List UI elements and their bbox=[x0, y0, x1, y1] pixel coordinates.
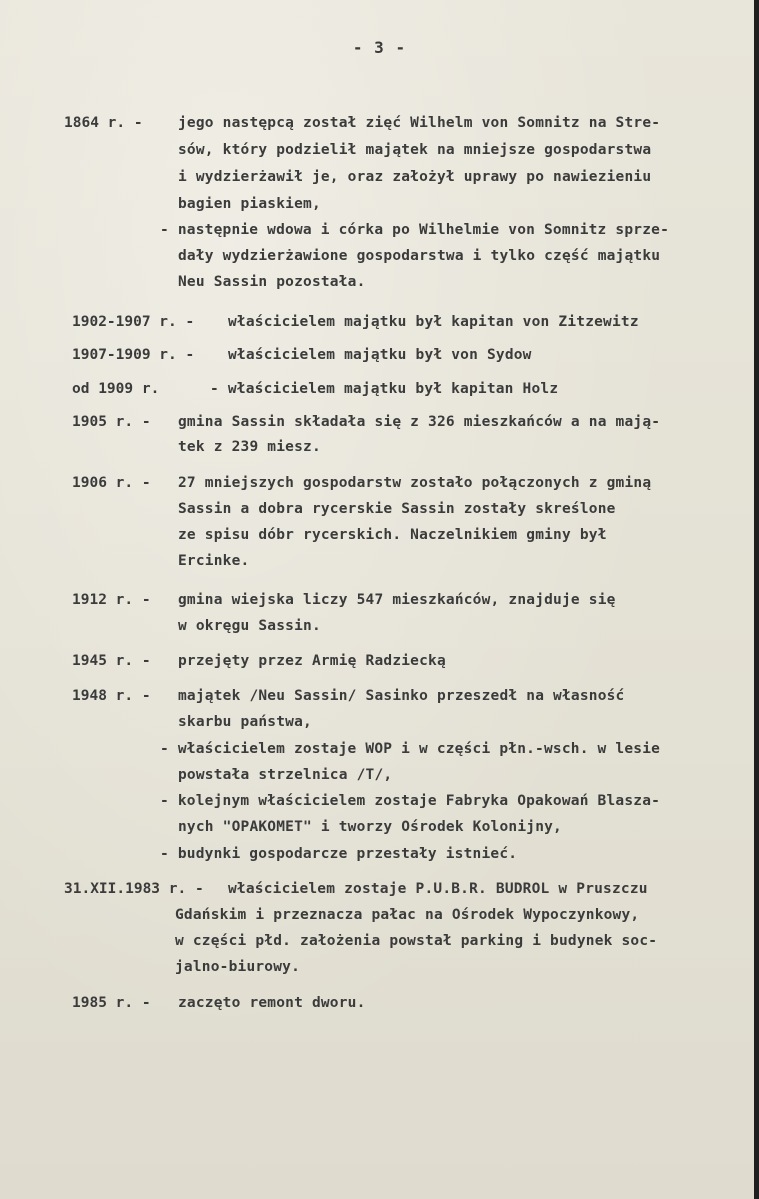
scan-edge-shadow bbox=[754, 0, 759, 1199]
entry-line: przejęty przez Armię Radziecką bbox=[178, 653, 446, 669]
entry-line: sów, który podzielił majątek na mniejsze gospodarstwa bbox=[178, 142, 652, 158]
page-number: - 3 - bbox=[352, 38, 407, 57]
entry-line: w okręgu Sassin. bbox=[178, 618, 321, 634]
entry-date: 1912 r. - bbox=[72, 592, 151, 608]
entry-line: bagien piaskiem, bbox=[178, 196, 321, 212]
entry-line: - właścicielem zostaje WOP i w części płn.-wsch. w lesie bbox=[160, 741, 661, 757]
entry-line: tek z 239 miesz. bbox=[178, 439, 321, 455]
entry-line: majątek /Neu Sassin/ Sasinko przeszedł na własność bbox=[178, 688, 625, 704]
entry-line: gmina Sassin składała się z 326 mieszkańców a na mają- bbox=[178, 414, 661, 430]
entry-line: zaczęto remont dworu. bbox=[178, 995, 366, 1011]
entry-line: Neu Sassin pozostała. bbox=[178, 274, 366, 290]
entry-line: właścicielem majątku był von Sydow bbox=[228, 347, 532, 363]
entry-line: gmina wiejska liczy 547 mieszkańców, znajduje się bbox=[178, 592, 616, 608]
entry-date: 1902-1907 r. - bbox=[72, 314, 195, 330]
entry-line: Gdańskim i przeznacza pałac na Ośrodek Wypoczynkowy, bbox=[175, 907, 640, 923]
entry-date: 31.XII.1983 r. - bbox=[64, 881, 204, 897]
entry-date: od 1909 r. bbox=[72, 381, 160, 397]
entry-date: 1985 r. - bbox=[72, 995, 151, 1011]
entry-line: - kolejnym właścicielem zostaje Fabryka Opakowań Blaszа- bbox=[160, 793, 661, 809]
entry-line: nych "OPAKOMET" i tworzy Ośrodek Kolonijny, bbox=[178, 819, 562, 835]
entry-line: - właścicielem majątku był kapitan Holz bbox=[210, 381, 559, 397]
entry-line: - następnie wdowa i córka po Wilhelmie von Somnitz sprze- bbox=[160, 222, 669, 238]
entry-line: 27 mniejszych gospodarstw zostało połączonych z gminą bbox=[178, 475, 652, 491]
entry-line: skarbu państwa, bbox=[178, 714, 312, 730]
entry-line: dały wydzierżawione gospodarstwa i tylko część majątku bbox=[178, 248, 661, 264]
entry-line: właścicielem zostaje P.U.B.R. BUDROL w Pruszczu bbox=[228, 881, 648, 897]
entry-line: powstała strzelnica /T/, bbox=[178, 767, 393, 783]
entry-line: i wydzierżawił je, oraz założył uprawy po nawiezieniu bbox=[178, 169, 652, 185]
entry-line: w części płd. założenia powstał parking i budynek soc- bbox=[175, 933, 658, 949]
entry-line: jalno-biurowy. bbox=[175, 959, 301, 975]
entry-line: - budynki gospodarcze przestały istnieć. bbox=[160, 846, 518, 862]
entry-date: 1905 r. - bbox=[72, 414, 151, 430]
entry-line: Sassin a dobra rycerskie Sassin zostały skreślone bbox=[178, 501, 616, 517]
entry-line: Ercinke. bbox=[178, 553, 250, 569]
entry-line: ze spisu dóbr rycerskich. Naczelnikiem gminy był bbox=[178, 527, 607, 543]
entry-date: 1945 r. - bbox=[72, 653, 151, 669]
entry-date: 1906 r. - bbox=[72, 475, 151, 491]
entry-line: właścicielem majątku był kapitan von Zitzewitz bbox=[228, 314, 639, 330]
entry-date: 1948 r. - bbox=[72, 688, 151, 704]
entry-date: 1864 r. - bbox=[64, 115, 143, 131]
entry-line: jego następcą został zięć Wilhelm von Somnitz na Stre- bbox=[178, 115, 661, 131]
entry-date: 1907-1909 r. - bbox=[72, 347, 195, 363]
